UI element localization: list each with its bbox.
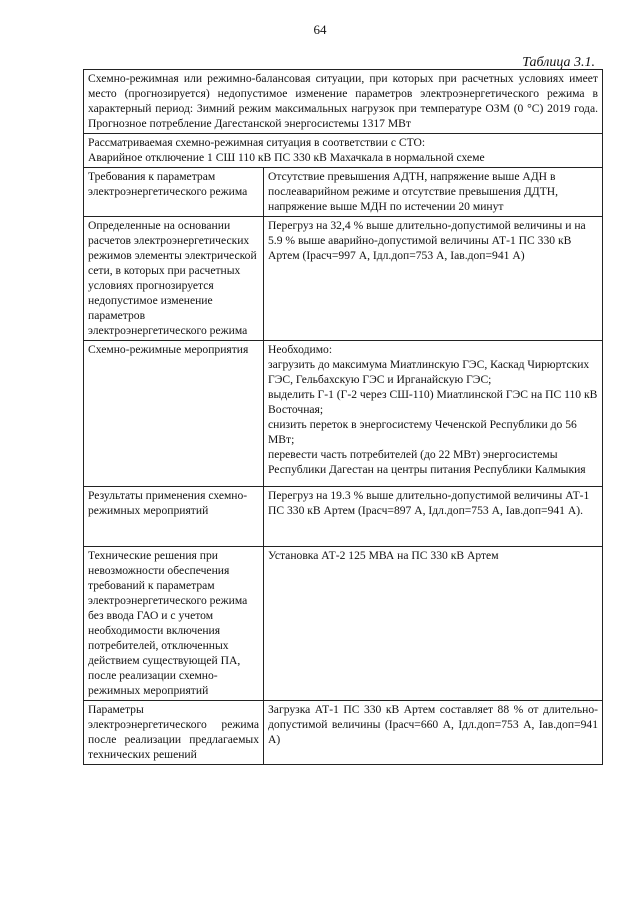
row-value: Установка АТ-2 125 МВА на ПС 330 кВ Артем (264, 547, 603, 701)
table-row-situation (84, 70, 603, 134)
page-number: 64 (313, 22, 327, 37)
row-label: Результаты применения схемно-режимных мероприятий (84, 487, 264, 547)
table-row (84, 487, 603, 547)
row-value: Перегруз на 32,4 % выше длительно-допустимой величины и на 5.9 % выше аварийно-допустимой величины АТ-1 ПС 330 кВ Артем (Ірасч=997 А, Ідл.доп=753 А, Іав.доп=941 А) (264, 217, 603, 341)
row-value: Необходимо: загрузить до максимума Миатлинскую ГЭС, Каскад Чирюртских ГЭС, Гельбахскую ГЭС и Ирганайскую ГЭС; выделить Г-1 (Г-2 через СШ-110) Миатлинской ГЭС на ПС 110 кВ Восточная; снизить переток в энергосистему Чеченской Республики до 56 МВт; перевести часть потребителей (до 22 МВт) энергосистемы Республики Дагестан на центры питания Республики Калмыкия (264, 341, 603, 487)
row-label: Определенные на основании расчетов электроэнергетических режимов элементы электрической сети, в которых при расчетных условиях прогнозируется недопустимое изменение параметров электроэнергетического режима (84, 217, 264, 341)
table-row (84, 168, 603, 217)
row-label: Схемно-режимные мероприятия (84, 341, 264, 487)
table-row (84, 547, 603, 701)
scenario-description: Аварийное отключение 1 СШ 110 кВ ПС 330 кВ Махачкала в нормальной схеме (88, 151, 485, 164)
table-row (84, 341, 603, 487)
scenario-title: Рассматриваемая схемно-режимная ситуация в соответствии с СТО: (88, 136, 426, 149)
table-caption: Таблица 3.1. (522, 55, 595, 70)
row-label: Параметры электроэнергетического режима после реализации предлагаемых технических решений (84, 701, 264, 765)
row-label: Технические решения при невозможности обеспечения требований к параметрам электроэнергетического режима без ввода ГАО и с учетом необходимости включения потребителей, отключенных действием существующей ПА, после реализации схемно-режимных мероприятий (84, 547, 264, 701)
table-row-scenario (84, 134, 603, 168)
row-label: Требования к параметрам электроэнергетического режима (84, 168, 264, 217)
row-value: Перегруз на 19.3 % выше длительно-допустимой величины АТ-1 ПС 330 кВ Артем (Ірасч=897 А, Ідл.доп=753 А, Іав.доп=941 А). (264, 487, 603, 547)
parameters-table (83, 69, 603, 765)
table-row (84, 701, 603, 765)
row-value: Загрузка АТ-1 ПС 330 кВ Артем составляет 88 % от длительно-допустимой величины (Ірасч=660 А, Ідл.доп=753 А, Іав.доп=941 А) (264, 701, 603, 765)
row-value: Отсутствие превышения АДТН, напряжение выше АДН в послеаварийном режиме и отсутствие превышения ДДТН, напряжение выше МДН по истечении 20 минут (264, 168, 603, 217)
table-row (84, 217, 603, 341)
situation-description: Схемно-режимная или режимно-балансовая ситуации, при которых при расчетных условиях имеет место (прогнозируется) недопустимое изменение параметров электроэнергетического режима в характерный период: Зимний режим максимальных нагрузок при температуре ОЗМ (0 °С) 2019 года. Прогнозное потребление Дагестанской энергосистемы 1317 МВт (84, 70, 603, 134)
scenario-cell (84, 134, 603, 168)
